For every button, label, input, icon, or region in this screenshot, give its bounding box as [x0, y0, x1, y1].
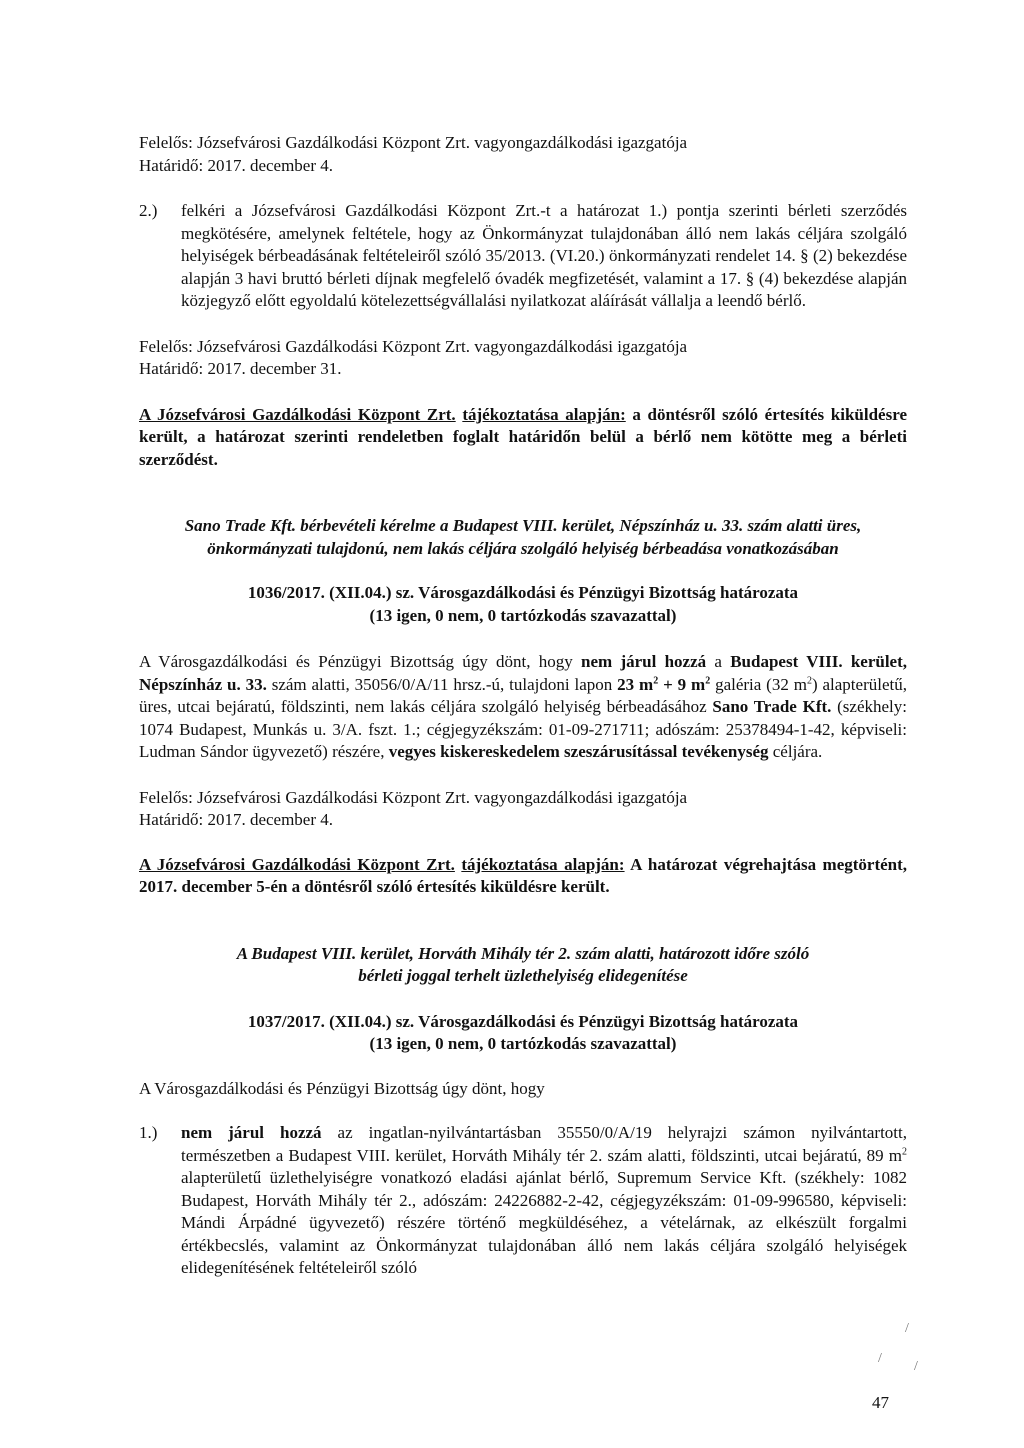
list-item-number: 1.) — [139, 1123, 158, 1142]
info-label: tájékoztatása alapján: — [461, 854, 625, 874]
info-company: A Józsefvárosi Gazdálkodási Központ Zrt. — [139, 404, 456, 424]
body-bold: vegyes kiskereskedelem szeszárusítással tevékenység — [388, 742, 769, 761]
body-bold: Budapest VIII. kerület, Népszínház u. 33. — [139, 652, 908, 694]
body-text: (székhely: 1074 Budapest, Munkás u. 3/A. fszt. 1.; cégjegyzékszám: 01-09-271711; adószám: 25378494-1-42, képviseli: Ludman Sándor ügyvezető) részére, — [139, 697, 907, 761]
info-company: A Józsefvárosi Gazdálkodási Központ Zrt. — [139, 854, 455, 874]
agenda-title-line: önkormányzati tulajdonú, nem lakás céljára szolgáló helyiség bérbeadása vonatkozásában — [207, 538, 839, 558]
resolution-number: 1036/2017. (XII.04.) sz. Városgazdálkodási és Pénzügyi Bizottság határozata — [247, 583, 799, 602]
list-item-text: felkéri a Józsefvárosi Gazdálkodási Központ Zrt.-t a határozat 1.) pontja szerinti bérleti szerződés megkötésére, amelynek feltétele, hogy az Önkormányzat tulajdonában álló nem lakás céljára szolgáló helyiségek bérbeadásának feltételeiről szóló 35/2013. (VI.20.) önkormányzati rendelet 14. § (2) bekezdése alapján 3 havi bruttó bérleti díjnak megfelelő óvadék megfizetését, valamint a 17. § (4) bekezdése alapján közjegyző előtt egyoldalú kötelezettségvállalási nyilatkozat aláírását vállalja a leendő bérlő. — [181, 201, 907, 310]
resolution-body — [139, 651, 907, 764]
pen-mark: / — [878, 1351, 882, 1366]
document-body — [139, 132, 907, 1280]
body-bold: Sano Trade Kft. — [712, 697, 832, 716]
agenda-title-line: A Budapest VIII. kerület, Horváth Mihály tér 2. szám alatti, határozott időre szóló — [236, 943, 810, 963]
body-text: az ingatlan-nyilvántartásban 35550/0/A/19 helyrajzi számon nyilvántartott, természetben a Budapest VIII. kerület, Horváth Mihály tér 2. szám alatti, földszinti, utcai bejáratú, 89 m — [181, 1123, 908, 1165]
pen-mark: / — [905, 1321, 909, 1336]
responsible-line: Felelős: Józsefvárosi Gazdálkodási Központ Zrt. vagyongazdálkodási igazgatója — [139, 336, 688, 356]
area-value: + 9 m — [658, 674, 706, 694]
body-text: ) alapterületű, üres, utcai bejáratú, földszinti, nem lakás céljára szolgáló helyiség bérbeadásához — [139, 674, 907, 716]
deadline-line: Határidő: 2017. december 4. — [139, 810, 334, 829]
area-value: 23 m — [617, 674, 654, 694]
info-label: tájékoztatása alapján: — [462, 404, 626, 424]
body-text: a — [706, 652, 731, 671]
resolution-number: 1037/2017. (XII.04.) sz. Városgazdálkodási és Pénzügyi Bizottság határozata — [247, 1011, 799, 1031]
resolution-intro: A Városgazdálkodási és Pénzügyi Bizottság úgy dönt, hogy — [139, 1078, 545, 1098]
body-text: céljára. — [768, 742, 823, 761]
body-bold — [617, 675, 710, 694]
body-bold: nem járul hozzá — [181, 1123, 322, 1142]
responsible-line: Felelős: Józsefvárosi Gazdálkodási Központ Zrt. vagyongazdálkodási igazgatója — [139, 787, 688, 807]
info-text: A határozat végrehajtása megtörtént, 2017. december 5-én a döntésről szóló értesítés kiküldésre került. — [139, 854, 908, 896]
page-number: 47 — [872, 1393, 889, 1412]
deadline-line: Határidő: 2017. december 4. — [139, 155, 334, 175]
info-paragraph — [139, 404, 907, 472]
superscript: 2 — [902, 1145, 907, 1157]
resolution-vote: (13 igen, 0 nem, 0 tartózkodás szavazattal) — [369, 1034, 677, 1053]
resolution-heading — [139, 1011, 907, 1056]
agenda-title — [139, 515, 907, 560]
responsible-line: Felelős: Józsefvárosi Gazdálkodási Központ Zrt. vagyongazdálkodási igazgatója — [139, 133, 688, 152]
list-item-number: 2.) — [139, 201, 158, 220]
superscript: 2 — [705, 674, 711, 686]
resolution-vote: (13 igen, 0 nem, 0 tartózkodás szavazattal) — [369, 605, 677, 625]
body-text: alapterületű üzlethelyiségre vonatkozó eladási ajánlat bérlő, Supremum Service Kft. (székhely: 1082 Budapest, Horváth Mihály tér 2., adószám: 24226882-2-42, cégjegyzékszám: 01-09-996580, képviseli: Mándi Árpádné ügyvezető) részére történő megküldéséhez, a vételárnak, az elkészült forgalmi értékbecslés, valamint az Önkormányzat tulajdonában álló nem lakás céljára szolgáló helyiségek elidegenítésének feltételeiről szóló — [181, 1168, 907, 1277]
agenda-title-line: Sano Trade Kft. bérbevételi kérelme a Budapest VIII. kerület, Népszínház u. 33. szám alatti üres, — [184, 516, 862, 535]
agenda-title-line: bérleti joggal terhelt üzlethelyiség elidegenítése — [358, 966, 688, 985]
info-text: a döntésről szóló értesítés kiküldésre került, a határozat szerinti rendeletben foglalt határidőn belül a bérlő nem kötötte meg a bérleti szerződést. — [139, 404, 907, 469]
body-text: A Városgazdálkodási és Pénzügyi Bizottság úgy dönt, hogy — [139, 652, 582, 671]
resolution-heading — [139, 582, 907, 627]
deadline-line: Határidő: 2017. december 31. — [139, 359, 342, 378]
list-item-2 — [139, 200, 907, 313]
superscript: 2 — [806, 674, 812, 686]
pen-mark: / — [914, 1359, 918, 1374]
info-paragraph — [139, 854, 907, 899]
agenda-title — [139, 943, 907, 988]
body-text: szám alatti, 35056/0/A/11 hrsz.-ú, tulajdoni lapon — [266, 674, 618, 694]
list-item-text — [181, 1123, 907, 1277]
list-item-1 — [139, 1122, 907, 1280]
body-text: galéria (32 m — [710, 674, 807, 694]
body-bold: nem járul hozzá — [581, 652, 707, 671]
superscript: 2 — [653, 674, 659, 686]
